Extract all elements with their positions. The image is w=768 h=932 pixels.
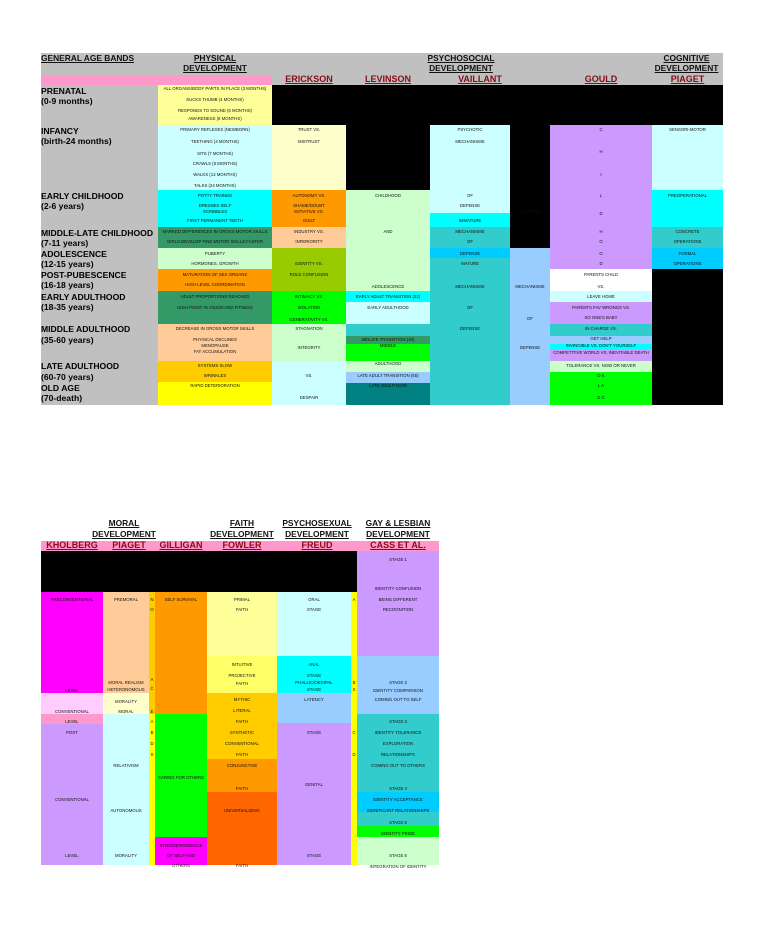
cass-text: BEING DIFFERENT	[378, 597, 418, 602]
levinson-text: LATE ADULTHOOD	[368, 383, 408, 388]
gilligan-letter: N	[150, 597, 154, 602]
vaillant-text: OF	[467, 305, 473, 310]
gould-text: O	[599, 239, 603, 244]
fowler-text: FAITH	[235, 752, 249, 757]
gould-text: INVINCIBLE VS. DON'T YOURSELF	[565, 343, 637, 348]
header-fowler: FOWLER	[222, 540, 262, 550]
physical-text: TEETHING (4 MONTHS)	[191, 139, 239, 144]
physical-text: SUCKS THUMB (4 MONTHS)	[186, 97, 244, 102]
stage-middle-late-childhood: MIDDLE-LATE CHILDHOOD	[41, 228, 154, 238]
freud-text: STAGE	[306, 687, 322, 692]
kholberg-text: CONVENTIONAL	[55, 709, 89, 714]
stage-post-pubescence: POST-PUBESCENCE	[41, 270, 127, 280]
erickson-text: INDUSTRY VS.	[294, 229, 324, 234]
erickson-adolescence	[272, 248, 346, 291]
freud-genital	[277, 723, 351, 865]
levinson-text: EARLY ADULTHOOD	[367, 305, 409, 310]
header-levinson: LEVINSON	[364, 74, 411, 84]
erickson-text: GUILT	[302, 218, 316, 223]
erickson-text: MISTRUST	[298, 139, 320, 144]
levinson-infancy	[346, 125, 430, 190]
piaget-moral-text: AUTONOMOUS	[110, 808, 142, 813]
physical-text: SCRIBBLES	[202, 209, 228, 214]
stage-middle-late-childhood-range: (7-11 years)	[41, 238, 89, 248]
cass-text: STAGE 4	[389, 786, 407, 791]
stage-infancy: INFANCY	[41, 126, 79, 136]
header-gay-lesbian: GAY & LESBIAN	[365, 518, 431, 528]
physical-text: SYSTEMS SLOW	[197, 363, 233, 368]
erickson-text: TRUST VS.	[297, 127, 321, 132]
freud-text: PHALLIC/OEDIPAL	[295, 680, 333, 685]
freud-text: STAGE	[306, 607, 322, 612]
piaget-moral-text: MORAL	[118, 709, 134, 714]
cass-text: IDENTITY CONFUSION	[374, 586, 422, 591]
cass-text: INTEGRATION OF IDENTITY	[369, 864, 427, 869]
cass-text: STAGE 6	[389, 853, 407, 858]
stage-late-adulthood: LATE ADULTHOOD	[41, 361, 120, 371]
physical-text: DRESSES SELF	[198, 203, 232, 208]
freud-letter: C	[352, 730, 356, 735]
freud-letter: D	[352, 752, 356, 757]
gould-text: O	[599, 251, 603, 256]
header-erickson: ERICKSON	[285, 74, 333, 84]
gilligan-text: OF SELF AND	[167, 853, 195, 858]
vaillant-neurotic-b	[510, 248, 550, 405]
header-psychosocial-2: DEVELOPMENT	[429, 63, 493, 73]
vaillant-text: PSYCHOTIC	[457, 127, 483, 132]
gould-text: VS.	[597, 284, 605, 289]
header-moral-2: DEVELOPMENT	[92, 529, 156, 539]
vaillant-text: DEFENSE	[459, 326, 481, 331]
physical-text: PUBERTY	[204, 251, 226, 256]
physical-text: HIGH LEVEL COORDINATION	[185, 282, 245, 287]
cass-text: RECOGNITION	[382, 607, 414, 612]
stage-old-age: OLD AGE	[41, 383, 80, 393]
erickson-text: ROLE CONFUSION	[289, 272, 329, 277]
physical-text: HORMONES, GROWTH	[191, 261, 239, 266]
psychosocial-prenatal	[272, 85, 723, 125]
vaillant-text: OF	[467, 239, 473, 244]
fowler-text: INTUITIVE	[231, 662, 253, 667]
physical-text: FAT ACCUMULATION	[193, 349, 237, 354]
physical-text: MENOPAUSE	[201, 343, 229, 348]
fowler-text: SYNTHETIC	[229, 730, 255, 735]
erickson-text: ISOLATION	[297, 305, 321, 310]
gould-text: D C	[597, 395, 605, 400]
physical-text: FIRST PERMANENT TEETH	[187, 218, 243, 223]
piaget-moral-text: MORAL REALISM	[108, 680, 144, 685]
erickson-text: IDENTITY VS.	[295, 261, 323, 266]
cass-text: STAGE 1	[389, 557, 407, 562]
physical-text: ADULT PROPORTIONS REACHED	[180, 294, 250, 299]
fowler-text: PRIMAL	[234, 597, 250, 602]
header-cognitive-2: DEVELOPMENT	[654, 63, 719, 73]
vaillant-text: OF	[527, 316, 533, 321]
gilligan-text: OTHERS	[172, 863, 190, 868]
fowler-text: FAITH	[235, 719, 249, 724]
cass-text: STAGE 5	[389, 820, 407, 825]
levinson-text: ADULTHOOD	[374, 361, 402, 366]
freud-letter: S	[352, 687, 356, 692]
gilligan-interdependence	[155, 837, 207, 865]
gilligan-letter: S	[150, 752, 154, 757]
physical-text: DECREASE IN GROSS MOTOR SKILLS	[175, 326, 255, 331]
kholberg-text: CONVENTIONAL	[55, 797, 89, 802]
gilligan-letter: B	[150, 730, 154, 735]
gilligan-letter: D	[150, 741, 154, 746]
kholberg-post	[41, 724, 103, 865]
header-general-age-bands: GENERAL AGE BANDS	[41, 53, 135, 63]
piaget-moral-text: MORALITY	[115, 699, 137, 704]
stage-prenatal-range: (0-9 months)	[41, 96, 93, 106]
fowler-text: CONVENTIONAL	[225, 741, 259, 746]
levinson-text: MIDLIFE TRANSITION (40)	[361, 337, 415, 342]
freud-text: ORAL	[308, 597, 320, 602]
vaillant-text: NEUROTIC	[518, 209, 542, 214]
erickson-text: VS.	[305, 373, 313, 378]
physical-infancy	[158, 125, 272, 190]
fowler-text: FAITH	[235, 863, 249, 868]
gould-text: COMPETITIVE WORLD VS. INEVITABLE DEATH	[553, 350, 649, 355]
fowler-text: CONJUNCTIVE	[226, 763, 258, 768]
piaget-relativism	[103, 714, 149, 865]
gould-text: SO ONE'S BABY	[584, 315, 618, 320]
header-cognitive: COGNITIVE	[663, 53, 710, 63]
vaillant-text: DEFENSE	[459, 203, 481, 208]
kholberg-text: LEVEL	[65, 853, 79, 858]
physical-text: GIRLS DEVELOP FINE MOTOR SKILLS FASTER	[166, 239, 264, 244]
stage-early-adulthood-range: (18-35 years)	[41, 302, 94, 312]
cass-text: RELATIONSHIPS	[380, 752, 416, 757]
kholberg-text: PRECONVENTIONAL	[50, 597, 94, 602]
cass-text: IDENTITY TOLERANCE	[374, 730, 422, 735]
header-piaget-moral: PIAGET	[112, 540, 146, 550]
erickson-text: GENERATIVITY VS.	[289, 317, 329, 322]
levinson-middle-blank	[346, 324, 430, 336]
freud-letter: B	[352, 680, 356, 685]
fowler-universalizing	[207, 792, 277, 865]
physical-text: POTTY TRAINED	[197, 193, 233, 198]
gould-text: D	[599, 261, 603, 266]
header-moral: MORAL	[108, 518, 140, 528]
header-physical-2: DEVELOPMENT	[183, 63, 247, 73]
cass-text: IDENTITY COMPARISON	[373, 688, 423, 693]
table2-black-band	[41, 551, 357, 592]
freud-text: STAGE	[306, 673, 322, 678]
gilligan-letter: E	[150, 709, 154, 714]
levinson-text: CHILDHOOD	[375, 193, 401, 198]
vaillant-text: MECHANISMS	[455, 139, 485, 144]
header-kholberg: KHOLBERG	[46, 540, 98, 550]
freud-text: STAGE	[306, 730, 322, 735]
gould-text: TOLERANCE VS. NOW OR NEVER	[566, 363, 636, 368]
vaillant-psychotic-gap	[510, 125, 550, 190]
gilligan-letter: C	[150, 686, 154, 691]
gould-text: LEAVE HOME	[587, 294, 615, 299]
fowler-text: PROJECTIVE	[228, 673, 256, 678]
gilligan-text: CARING FOR OTHERS	[157, 775, 205, 780]
vaillant-text: OF	[467, 193, 473, 198]
header-vaillant: VAILLANT	[458, 74, 502, 84]
levinson-childhood	[346, 190, 430, 248]
physical-text: HIGH POINT IN VISION AND FITNESS	[177, 305, 253, 310]
piaget-moral-text: MORALITY	[115, 853, 137, 858]
vaillant-text: DEFENSE	[519, 345, 541, 350]
gould-text: PARENTS FAV WRONGS VS.	[571, 305, 631, 310]
piaget-text: OPERATIONS	[673, 239, 702, 244]
physical-text: MARKED DIFFERENCES IN GROSS MOTOR SKILLS	[162, 229, 268, 234]
stage-prenatal: PRENATAL	[41, 86, 87, 96]
vaillant-text: MECHANISMS	[455, 284, 485, 289]
cass-text: COMING OUT TO SELF	[374, 697, 422, 702]
header-gilligan: GILLIGAN	[159, 540, 203, 550]
gould-text: O K	[597, 373, 605, 378]
vaillant-mature	[430, 269, 510, 405]
physical-text: MATURATION OF SEX ORGANS	[182, 272, 248, 277]
header-psychosocial: PSYCHOSOCIAL	[427, 53, 495, 63]
gould-text: PARENTS CHILD	[583, 272, 619, 277]
erickson-text: INFERIORITY	[295, 239, 323, 244]
vaillant-infancy	[430, 125, 510, 190]
levinson-text: LATE ADULT TRANSITION (65)	[357, 373, 419, 378]
stage-late-adulthood-range: (60-70 years)	[41, 372, 94, 382]
header-psychosexual: PSYCHOSEXUAL	[282, 518, 352, 528]
physical-text: WALKS (13 MONTHS)	[193, 172, 237, 177]
fowler-text: FAITH	[235, 786, 249, 791]
gilligan-letter: O	[150, 607, 154, 612]
physical-text: CRAWLS (8 MONTHS)	[192, 161, 238, 166]
freud-letter: A	[352, 597, 356, 602]
header-cass: CASS ET AL.	[370, 540, 426, 550]
gilligan-self-survival	[155, 592, 207, 714]
header-faith: FAITH	[229, 518, 255, 528]
cass-text: COMING OUT TO OTHERS	[371, 763, 425, 768]
header-faith-2: DEVELOPMENT	[210, 529, 274, 539]
erickson-text: DESPAIR	[299, 395, 319, 400]
kholberg-text: LEVEL	[65, 688, 79, 693]
gould-text: GET HELP	[590, 336, 612, 341]
piaget-moral-text: PREMORAL	[113, 597, 139, 602]
physical-text: RESPONDS TO SOUND (6 MONTHS)	[177, 108, 253, 113]
stage-early-adulthood: EARLY ADULTHOOD	[41, 292, 126, 302]
fowler-text: FAITH	[235, 607, 249, 612]
cass-text: STAGE 3	[389, 719, 407, 724]
stage-middle-adulthood-range: (35-60 years)	[41, 335, 94, 345]
header-age-band-cell	[41, 75, 158, 85]
vaillant-text: MECHANISMS	[515, 284, 545, 289]
gilligan-text: INTERDEPENDENCE	[159, 843, 203, 848]
physical-text: AWARENESS (8 MONTHS)	[188, 116, 242, 121]
erickson-text: INITIATIVE VS.	[294, 209, 324, 214]
gould-text: L	[599, 193, 603, 198]
piaget-moral-text: RELATIVISM	[113, 763, 139, 768]
piaget-text: OPERATIONS	[673, 261, 702, 266]
fowler-text: LITERAL	[233, 708, 251, 713]
gilligan-letter: A	[150, 719, 154, 724]
levinson-text: ADOLESCENCE	[371, 284, 405, 289]
cass-text: IDENTITY ACCEPTANCE	[373, 797, 423, 802]
fowler-text: MYTHIC	[233, 697, 251, 702]
header-gould: GOULD	[584, 74, 618, 84]
physical-text: RAPID DETERIORATION	[190, 383, 240, 388]
vaillant-neurotic-col	[510, 190, 550, 248]
physical-text: SITS (7 MONTHS)	[197, 151, 233, 156]
kholberg-text: POST	[66, 730, 78, 735]
stage-infancy-range: (birth-24 months)	[41, 136, 112, 146]
cass-text: EXPLORATION	[382, 741, 414, 746]
gould-text: D	[599, 211, 603, 216]
gould-text: IN CHARGE VS.	[585, 326, 617, 331]
vaillant-text: IMMATURE	[458, 218, 482, 223]
cass-stage6	[357, 837, 439, 865]
stage-middle-adulthood: MIDDLE ADULTHOOD	[41, 324, 131, 334]
gilligan-letter: A	[150, 677, 154, 682]
erickson-text: INTIMACY VS.	[294, 294, 324, 299]
stage-adolescence: ADOLESCENCE	[41, 249, 107, 259]
piaget-text: PREOPERATIONAL	[667, 193, 708, 198]
fowler-text: FAITH	[235, 681, 249, 686]
header-freud: FREUD	[301, 540, 333, 550]
levinson-text: AND	[383, 229, 393, 234]
fowler-text: UNIVERSALIZING	[224, 808, 260, 813]
stage-adolescence-range: (12-15 years)	[41, 259, 94, 269]
piaget-infancy	[652, 125, 723, 190]
gould-text: C	[599, 127, 603, 132]
freud-text: ANAL	[308, 662, 320, 667]
levinson-text: MIDDLE	[379, 343, 397, 348]
kholberg-preconventional	[41, 592, 103, 693]
piaget-premoral	[103, 592, 149, 693]
stage-old-age-range: (70-death)	[41, 393, 83, 403]
header-physical-cell	[158, 75, 272, 85]
vaillant-text: DEFENSE	[459, 251, 481, 256]
physical-text: WRINKLES	[203, 373, 227, 378]
piaget-moral-text: HETERONOMOUS	[107, 687, 145, 692]
levinson-text: EARLY ADULT TRANSITION (22)	[355, 294, 421, 299]
freud-text: GENITAL	[304, 782, 324, 787]
header-gay-lesbian-2: DEVELOPMENT	[366, 529, 430, 539]
kholberg-text: LEVEL	[65, 719, 79, 724]
stage-early-childhood: EARLY CHILDHOOD	[41, 191, 124, 201]
cass-text: IDENTITY PRIDE	[381, 831, 415, 836]
stage-post-pubescence-range: (16-18 years)	[41, 280, 94, 290]
vaillant-text: MECHANISMS	[455, 229, 485, 234]
freud-text: LATENCY	[304, 697, 324, 702]
erickson-text: AUTONOMY VS.	[292, 193, 326, 198]
piaget-text: CONCRETE	[675, 229, 700, 234]
gould-text: I	[600, 172, 602, 177]
cass-text: SIGNIFICANT RELATIONSHIPS	[366, 808, 430, 813]
erickson-text: STAGNATION	[295, 326, 323, 331]
header-piaget: PIAGET	[670, 74, 705, 84]
header-psychosexual-2: DEVELOPMENT	[285, 529, 349, 539]
gould-text: L A	[597, 383, 605, 388]
physical-text: PHYSICAL DECLINES	[193, 337, 237, 342]
piaget-rest	[652, 269, 723, 405]
physical-text: TALKS (24 MONTHS)	[194, 183, 236, 188]
piaget-text: SENSORI-MOTOR	[669, 127, 706, 132]
gould-text: H	[599, 149, 603, 154]
header-physical: PHYSICAL	[193, 53, 237, 63]
cass-text: STAGE 2	[389, 680, 407, 685]
erickson-infancy	[272, 125, 346, 190]
vaillant-text: MATURE	[461, 261, 479, 266]
erickson-text: INTEGRITY	[297, 345, 321, 350]
gilligan-text: SELF SURVIVAL	[164, 597, 198, 602]
physical-text: PRIMARY REFLEXES (NEWBORN)	[180, 127, 250, 132]
piaget-text: FORMAL	[678, 251, 697, 256]
freud-text: STAGE	[306, 853, 322, 858]
stage-early-childhood-range: (2-6 years)	[41, 201, 84, 211]
gould-text: H	[599, 229, 603, 234]
erickson-text: SHAME/DOUBT	[293, 203, 325, 208]
physical-text: ALL ORGANS/BODY PARTS IN PLACE (3 MONTHS)	[163, 86, 267, 91]
